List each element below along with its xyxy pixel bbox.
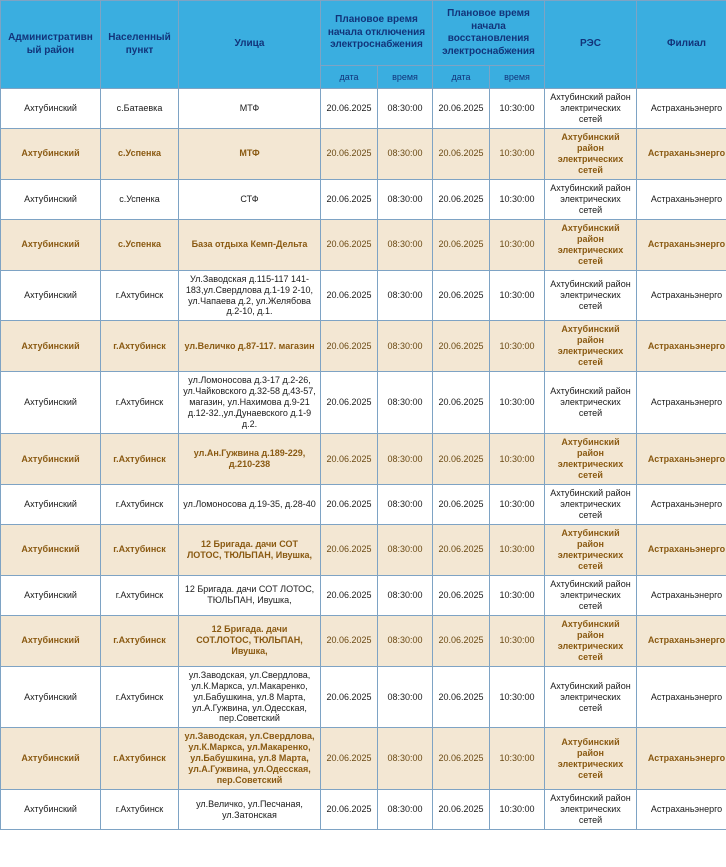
cell-branch: Астраханьэнерго [637,270,726,321]
cell-branch: Астраханьэнерго [637,575,726,615]
cell-res: Ахтубинский район электрических сетей [545,615,637,666]
table-row [1,575,726,615]
cell-town: г.Ахтубинск [101,728,179,790]
table-row [1,372,726,434]
cell-res: Ахтубинский район электрических сетей [545,179,637,219]
cell-res: Ахтубинский район электрических сетей [545,89,637,129]
cell-street: МТФ [179,128,321,179]
cell-restore-date: 20.06.2025 [433,270,490,321]
column-header-outage-start: Плановое время начала отключения электроснабжения [321,1,433,66]
cell-outage-time: 08:30:00 [378,575,433,615]
cell-outage-date: 20.06.2025 [321,219,378,270]
table-row [1,321,726,372]
cell-restore-date: 20.06.2025 [433,615,490,666]
cell-outage-time: 08:30:00 [378,219,433,270]
cell-outage-date: 20.06.2025 [321,434,378,485]
cell-outage-time: 08:30:00 [378,524,433,575]
cell-branch: Астраханьэнерго [637,485,726,525]
cell-res: Ахтубинский район электрических сетей [545,372,637,434]
cell-district: Ахтубинский [1,219,101,270]
cell-outage-time: 08:30:00 [378,270,433,321]
cell-district: Ахтубинский [1,666,101,728]
cell-outage-time: 08:30:00 [378,615,433,666]
cell-outage-date: 20.06.2025 [321,615,378,666]
cell-outage-time: 08:30:00 [378,434,433,485]
column-subheader-outage-date: дата [321,66,378,89]
table-row [1,790,726,830]
cell-branch: Астраханьэнерго [637,219,726,270]
cell-res: Ахтубинский район электрических сетей [545,524,637,575]
cell-res: Ахтубинский район электрических сетей [545,321,637,372]
cell-district: Ахтубинский [1,728,101,790]
cell-outage-date: 20.06.2025 [321,270,378,321]
cell-town: г.Ахтубинск [101,524,179,575]
column-header-street: Улица [179,1,321,89]
cell-outage-time: 08:30:00 [378,128,433,179]
cell-branch: Астраханьэнерго [637,372,726,434]
cell-branch: Астраханьэнерго [637,179,726,219]
cell-street: ул.Заводская, ул.Свердлова, ул.К.Маркса, ул.Макаренко, ул.Бабушкина, ул.8 Марта, ул.А.Гужвина, ул.Одесская, пер.Советский [179,666,321,728]
table-row [1,89,726,129]
cell-town: с.Успенка [101,128,179,179]
cell-town: г.Ахтубинск [101,666,179,728]
cell-branch: Астраханьэнерго [637,434,726,485]
cell-restore-time: 10:30:00 [490,790,545,830]
cell-outage-date: 20.06.2025 [321,728,378,790]
cell-outage-date: 20.06.2025 [321,321,378,372]
cell-town: г.Ахтубинск [101,372,179,434]
column-header-res: РЭС [545,1,637,89]
table-row [1,666,726,728]
cell-district: Ахтубинский [1,575,101,615]
cell-restore-time: 10:30:00 [490,524,545,575]
cell-town: с.Батаевка [101,89,179,129]
cell-outage-time: 08:30:00 [378,372,433,434]
cell-town: г.Ахтубинск [101,485,179,525]
cell-district: Ахтубинский [1,128,101,179]
cell-outage-date: 20.06.2025 [321,372,378,434]
cell-outage-date: 20.06.2025 [321,89,378,129]
cell-restore-time: 10:30:00 [490,728,545,790]
cell-town: г.Ахтубинск [101,434,179,485]
cell-outage-date: 20.06.2025 [321,666,378,728]
cell-street: 12 Бригада. дачи СОТ.ЛОТОС, ТЮЛЬПАН, Ивушка, [179,615,321,666]
column-header-branch: Филиал [637,1,726,89]
cell-branch: Астраханьэнерго [637,321,726,372]
cell-restore-date: 20.06.2025 [433,372,490,434]
cell-restore-time: 10:30:00 [490,615,545,666]
cell-restore-date: 20.06.2025 [433,128,490,179]
cell-street: ул.Ломоносова д.3-17 д.2-26, ул.Чайковского д.32-58 д,43-57, магазин, ул.Нахимова д.9-21 д.12-32.,ул.Дунаевского д.1-9 д.2. [179,372,321,434]
cell-restore-time: 10:30:00 [490,270,545,321]
cell-res: Ахтубинский район электрических сетей [545,728,637,790]
cell-outage-time: 08:30:00 [378,321,433,372]
column-subheader-restore-date: дата [433,66,490,89]
cell-res: Ахтубинский район электрических сетей [545,128,637,179]
cell-branch: Астраханьэнерго [637,615,726,666]
cell-branch: Астраханьэнерго [637,666,726,728]
cell-restore-time: 10:30:00 [490,89,545,129]
cell-district: Ахтубинский [1,270,101,321]
cell-district: Ахтубинский [1,524,101,575]
cell-town: с.Успенка [101,219,179,270]
cell-res: Ахтубинский район электрических сетей [545,434,637,485]
cell-restore-date: 20.06.2025 [433,790,490,830]
cell-restore-date: 20.06.2025 [433,179,490,219]
cell-outage-time: 08:30:00 [378,485,433,525]
cell-outage-time: 08:30:00 [378,89,433,129]
cell-restore-time: 10:30:00 [490,666,545,728]
table-body [1,89,726,830]
cell-restore-time: 10:30:00 [490,372,545,434]
cell-street: МТФ [179,89,321,129]
cell-res: Ахтубинский район электрических сетей [545,790,637,830]
table-row [1,524,726,575]
cell-restore-date: 20.06.2025 [433,219,490,270]
cell-district: Ахтубинский [1,615,101,666]
cell-restore-date: 20.06.2025 [433,524,490,575]
cell-restore-date: 20.06.2025 [433,728,490,790]
table-row [1,270,726,321]
cell-restore-date: 20.06.2025 [433,89,490,129]
cell-outage-date: 20.06.2025 [321,128,378,179]
cell-street: СТФ [179,179,321,219]
table-row [1,728,726,790]
cell-district: Ахтубинский [1,179,101,219]
cell-res: Ахтубинский район электрических сетей [545,219,637,270]
cell-town: г.Ахтубинск [101,790,179,830]
cell-res: Ахтубинский район электрических сетей [545,575,637,615]
table-row [1,485,726,525]
cell-restore-date: 20.06.2025 [433,575,490,615]
cell-town: г.Ахтубинск [101,321,179,372]
table-row [1,615,726,666]
cell-district: Ахтубинский [1,89,101,129]
cell-town: с.Успенка [101,179,179,219]
cell-branch: Астраханьэнерго [637,524,726,575]
cell-res: Ахтубинский район электрических сетей [545,666,637,728]
cell-street: ул.Ан.Гужвина д.189-229, д.210-238 [179,434,321,485]
cell-town: г.Ахтубинск [101,575,179,615]
cell-branch: Астраханьэнерго [637,790,726,830]
cell-restore-date: 20.06.2025 [433,485,490,525]
cell-branch: Астраханьэнерго [637,89,726,129]
cell-district: Ахтубинский [1,434,101,485]
cell-street: База отдыха Кемп-Дельта [179,219,321,270]
cell-branch: Астраханьэнерго [637,128,726,179]
cell-street: ул.Заводская, ул.Свердлова, ул.К.Маркса, ул.Макаренко, ул.Бабушкина, ул.8 Марта, ул.А.Гужвина, ул.Одесская, пер.Советский [179,728,321,790]
cell-outage-date: 20.06.2025 [321,485,378,525]
table-row [1,128,726,179]
cell-district: Ахтубинский [1,790,101,830]
column-header-town: Населенный пункт [101,1,179,89]
cell-district: Ахтубинский [1,321,101,372]
cell-street: ул.Величко д.87-117. магазин [179,321,321,372]
cell-outage-time: 08:30:00 [378,666,433,728]
cell-restore-time: 10:30:00 [490,575,545,615]
cell-branch: Астраханьэнерго [637,728,726,790]
cell-restore-time: 10:30:00 [490,179,545,219]
cell-street: 12 Бригада. дачи СОТ ЛОТОС, ТЮЛЬПАН, Ивушка, [179,524,321,575]
cell-outage-time: 08:30:00 [378,179,433,219]
column-header-restore-start: Плановое время начала восстановления электроснабжения [433,1,545,66]
cell-res: Ахтубинский район электрических сетей [545,270,637,321]
cell-outage-date: 20.06.2025 [321,524,378,575]
table-row [1,434,726,485]
column-subheader-outage-time: время [378,66,433,89]
cell-outage-time: 08:30:00 [378,790,433,830]
header-row-main [1,1,726,66]
cell-outage-date: 20.06.2025 [321,575,378,615]
cell-restore-date: 20.06.2025 [433,321,490,372]
cell-street: ул.Ломоносова д.19-35, д.28-40 [179,485,321,525]
cell-res: Ахтубинский район электрических сетей [545,485,637,525]
cell-district: Ахтубинский [1,485,101,525]
cell-street: ул.Величко, ул.Песчаная, ул.Затонская [179,790,321,830]
cell-district: Ахтубинский [1,372,101,434]
cell-town: г.Ахтубинск [101,270,179,321]
table-row [1,219,726,270]
cell-restore-time: 10:30:00 [490,321,545,372]
cell-restore-date: 20.06.2025 [433,434,490,485]
cell-town: г.Ахтубинск [101,615,179,666]
cell-restore-time: 10:30:00 [490,219,545,270]
column-header-district: Административный район [1,1,101,89]
table-header [1,1,726,89]
cell-street: 12 Бригада. дачи СОТ ЛОТОС, ТЮЛЬПАН, Ивушка, [179,575,321,615]
cell-restore-time: 10:30:00 [490,434,545,485]
cell-restore-time: 10:30:00 [490,485,545,525]
column-subheader-restore-time: время [490,66,545,89]
cell-restore-date: 20.06.2025 [433,666,490,728]
cell-outage-date: 20.06.2025 [321,179,378,219]
cell-restore-time: 10:30:00 [490,128,545,179]
cell-street: Ул.Заводская д.115-117 141-183,ул.Свердлова д.1-19 2-10, ул.Чапаева д.2, ул.Желябова д.2-10, д.1. [179,270,321,321]
cell-outage-date: 20.06.2025 [321,790,378,830]
cell-outage-time: 08:30:00 [378,728,433,790]
table-row [1,179,726,219]
